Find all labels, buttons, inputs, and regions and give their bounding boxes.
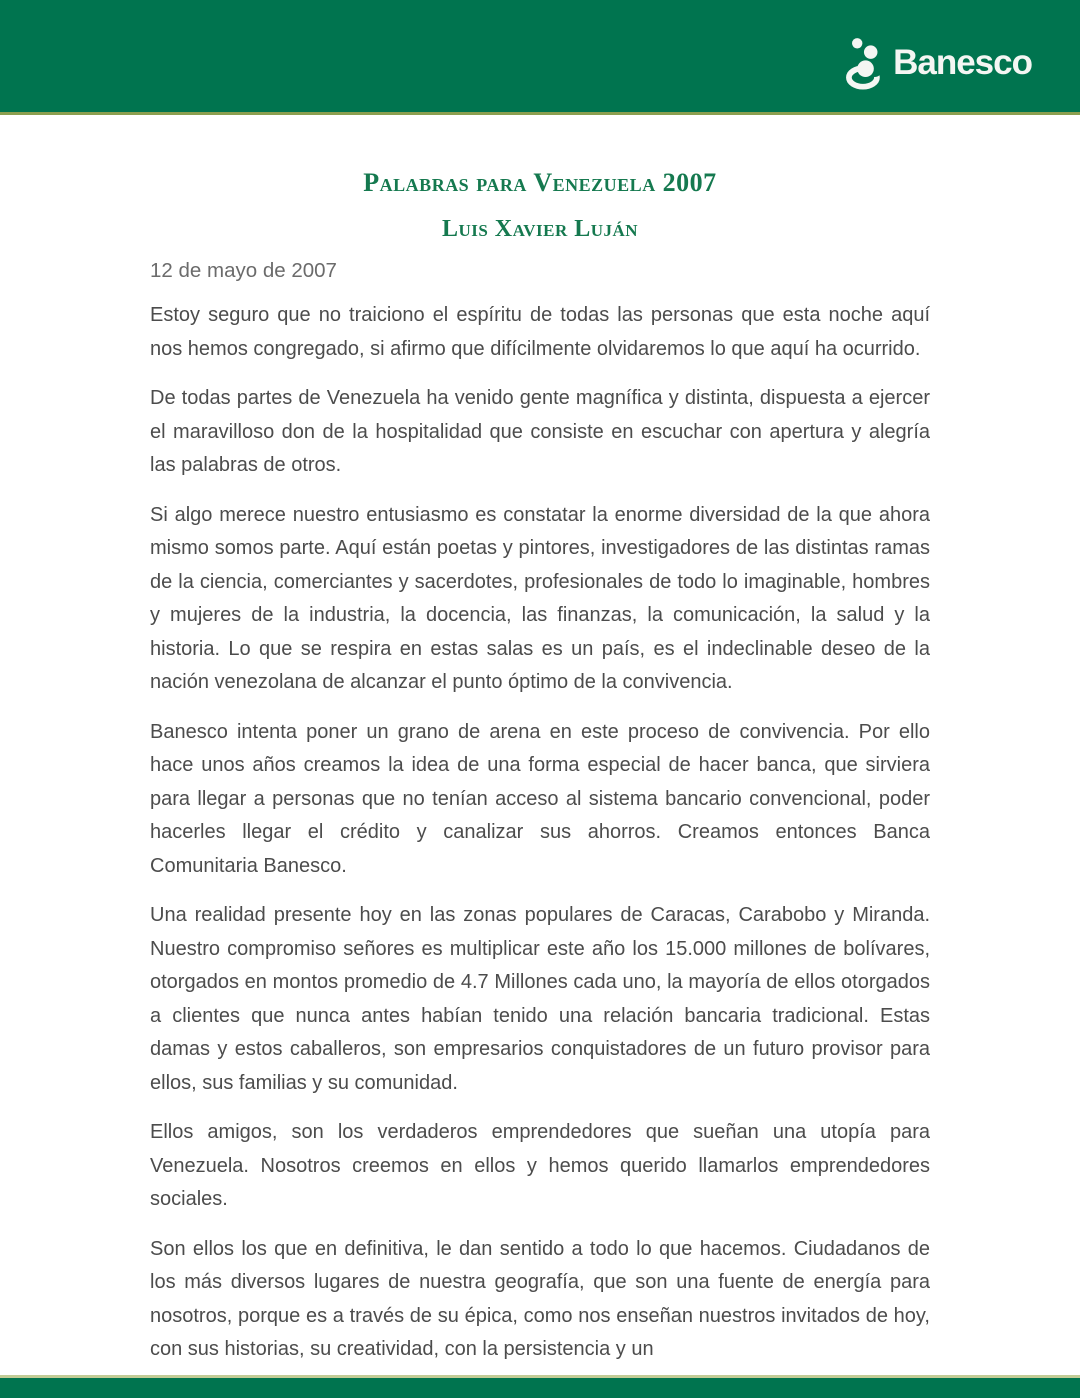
paragraph-4: Banesco intenta poner un grano de arena en este proceso de convivencia. Por ello hace unos años creamos la idea de una forma especial de hacer banca, que sirviera para llegar a personas que no tenían acceso al sistema bancario convencional, poder hacerles llegar el crédito y canalizar sus ahorros. Creamos entonces Banca Comunitaria Banesco. <box>150 720 930 877</box>
paragraph-3: Si algo merece nuestro entusiasmo es constatar la enorme diversidad de la que ahora mismo somos parte. Aquí están poetas y pintores, investigadores de las distintas ramas de la ciencia, comerciantes y sacerdotes, profesionales de todo lo imaginable, hombres y mujeres de la industria, la docencia, las finanzas, la comunicación, la salud y la historia. Lo que se respira en estas salas es un país, es el indeclinable deseo de la nación venezolana de alcanzar el punto óptimo de la convivencia. <box>150 503 930 693</box>
banesco-figure-icon <box>843 36 887 90</box>
paragraph-7: Son ellos los que en definitiva, le dan sentido a todo lo que hacemos. Ciudadanos de los más diversos lugares de nuestra geografía, que son una fuente de energía para nosotros, porque es a través de su épica, como nos enseñan nuestros invitados de hoy, con sus historias, su creatividad, con la persistencia y un <box>150 1237 930 1360</box>
paragraph-5: Una realidad presente hoy en las zonas populares de Caracas, Carabobo y Miranda. Nuestro compromiso señores es multiplicar este año los 15.000 millones de bolívares, otorgados en montos promedio de 4.7 Millones cada uno, la mayoría de ellos otorgados a clientes que nunca antes habían tenido una relación bancaria tradicional. Estas damas y estos caballeros, son empresarios conquistadores de un futuro provisor para ellos, sus familias y su comunidad. <box>150 904 930 1094</box>
banesco-wordmark: Banesco <box>893 43 1032 82</box>
header-band <box>0 0 1080 115</box>
document-date: 12 de mayo de 2007 <box>150 259 337 282</box>
paragraph-6: Ellos amigos, son los verdaderos emprendedores que sueñan una utopía para Venezuela. Nosotros creemos en ellos y hemos querido llamarlos emprendedores sociales. <box>150 1121 930 1210</box>
document-body <box>150 299 930 1367</box>
page-title: Palabras para Venezuela 2007 <box>363 168 717 197</box>
document-content <box>150 118 930 1383</box>
paragraph-1: Estoy seguro que no traiciono el espíritu de todas las personas que esta noche aquí nos hemos congregado, si afirmo que difícilmente olvidaremos lo que aquí ha ocurrido. <box>150 304 930 360</box>
banesco-logo <box>843 36 1032 90</box>
footer-band <box>0 1375 1080 1398</box>
paragraph-2: De todas partes de Venezuela ha venido gente magnífica y distinta, dispuesta a ejercer el maravilloso don de la hospitalidad que consiste en escuchar con apertura y alegría las palabras de otros. <box>150 387 930 476</box>
author-name: Luis Xavier Luján <box>441 216 639 242</box>
